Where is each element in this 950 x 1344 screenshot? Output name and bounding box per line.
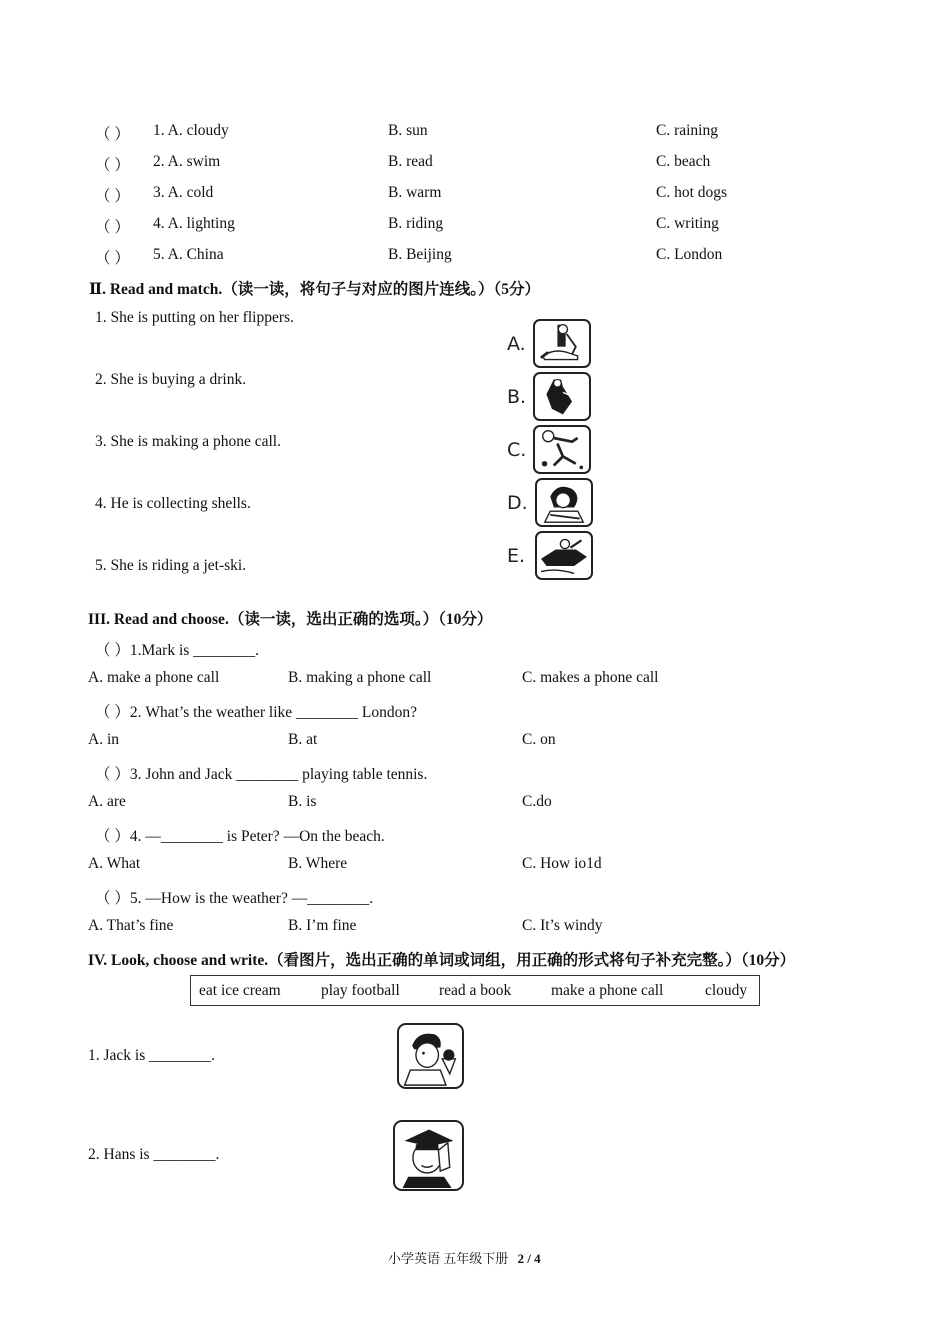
option-b: B. read [388, 153, 433, 170]
section4-title: IV. Look, choose and write.（看图片，选出正确的单词或词组，用正确的形式将句子补充完整。）（10分） [88, 952, 796, 969]
word-bank-item: play football [321, 982, 400, 999]
option-b: B. at [288, 731, 318, 748]
footer-text: 小学英语 五年级下册 [388, 1251, 509, 1266]
footer [388, 1248, 541, 1267]
option-b: B. is [288, 793, 317, 810]
option-c: C. It’s windy [522, 917, 603, 934]
fill-in-sentence: 2. Hans is ________. [88, 1146, 220, 1163]
question-stem: （ ）2. What’s the weather like ________ London? [95, 704, 417, 721]
option-b: B. warm [388, 184, 442, 201]
match-sentence: 1. She is putting on her flippers. [95, 309, 294, 326]
picture-letter: C. [507, 439, 527, 461]
option-a: 5. A. China [153, 246, 224, 263]
answer-paren: （ ） [95, 219, 130, 236]
option-c: C.do [522, 793, 552, 810]
picture-letter: A. [507, 333, 526, 355]
section2-title: Ⅱ. Read and match.（读一读，将句子与对应的图片连线。）（5分） [89, 281, 540, 298]
option-a: A. are [88, 793, 126, 810]
page-number: 2 / 4 [517, 1251, 541, 1266]
answer-paren: （ ） [95, 126, 130, 143]
option-a: 1. A. cloudy [153, 122, 229, 139]
fill-in-sentence: 1. Jack is ________. [88, 1047, 216, 1064]
option-b: B. Where [288, 855, 348, 872]
option-b: B. I’m fine [288, 917, 357, 934]
word-bank-item: make a phone call [551, 982, 664, 999]
picture-jet-ski[interactable] [535, 531, 593, 580]
option-b: B. riding [388, 215, 444, 232]
option-a: 4. A. lighting [153, 215, 235, 232]
question-stem: （ ）1.Mark is ________. [95, 642, 260, 659]
match-sentence: 2. She is buying a drink. [95, 371, 247, 388]
picture-letter: B. [507, 386, 527, 408]
answer-paren: （ ） [95, 188, 130, 205]
picture-jack[interactable] [397, 1023, 464, 1089]
option-c: C. How io1d [522, 855, 602, 872]
word-bank-item: read a book [439, 982, 512, 999]
option-a: A. make a phone call [88, 669, 220, 686]
section3-title: III. Read and choose.（读一读，选出正确的选项。）（10分） [88, 611, 493, 628]
option-a: A. in [88, 731, 119, 748]
option-b: B. Beijing [388, 246, 452, 263]
option-c: C. hot dogs [656, 184, 728, 201]
option-a: A. What [88, 855, 141, 872]
option-c: C. beach [656, 153, 711, 170]
match-sentence: 3. She is making a phone call. [95, 433, 281, 450]
picture-phone-call[interactable] [535, 478, 593, 527]
word-bank-item: eat ice cream [199, 982, 281, 999]
option-a: 2. A. swim [153, 153, 221, 170]
answer-paren: （ ） [95, 250, 130, 267]
option-a: 3. A. cold [153, 184, 214, 201]
word-bank-item: cloudy [705, 982, 748, 999]
picture-hans[interactable] [393, 1120, 464, 1191]
match-sentence: 4. He is collecting shells. [95, 495, 251, 512]
question-stem: （ ）3. John and Jack ________ playing table tennis. [95, 766, 428, 783]
picture-flippers[interactable] [533, 319, 591, 368]
option-c: C. raining [656, 122, 718, 139]
picture-drink[interactable] [533, 372, 591, 421]
picture-letter: D. [507, 492, 528, 514]
option-c: C. London [656, 246, 723, 263]
option-b: B. making a phone call [288, 669, 432, 686]
word-bank [190, 975, 760, 1006]
question-stem: （ ）4. —________ is Peter? —On the beach. [95, 828, 385, 845]
option-c: C. writing [656, 215, 719, 232]
question-stem: （ ）5. —How is the weather? —________. [95, 890, 374, 907]
picture-shells[interactable] [533, 425, 591, 474]
answer-paren: （ ） [95, 157, 130, 174]
option-c: C. on [522, 731, 556, 748]
option-c: C. makes a phone call [522, 669, 659, 686]
match-sentence: 5. She is riding a jet-ski. [95, 557, 247, 574]
option-b: B. sun [388, 122, 428, 139]
picture-letter: E. [507, 545, 526, 567]
option-a: A. That’s fine [88, 917, 174, 934]
